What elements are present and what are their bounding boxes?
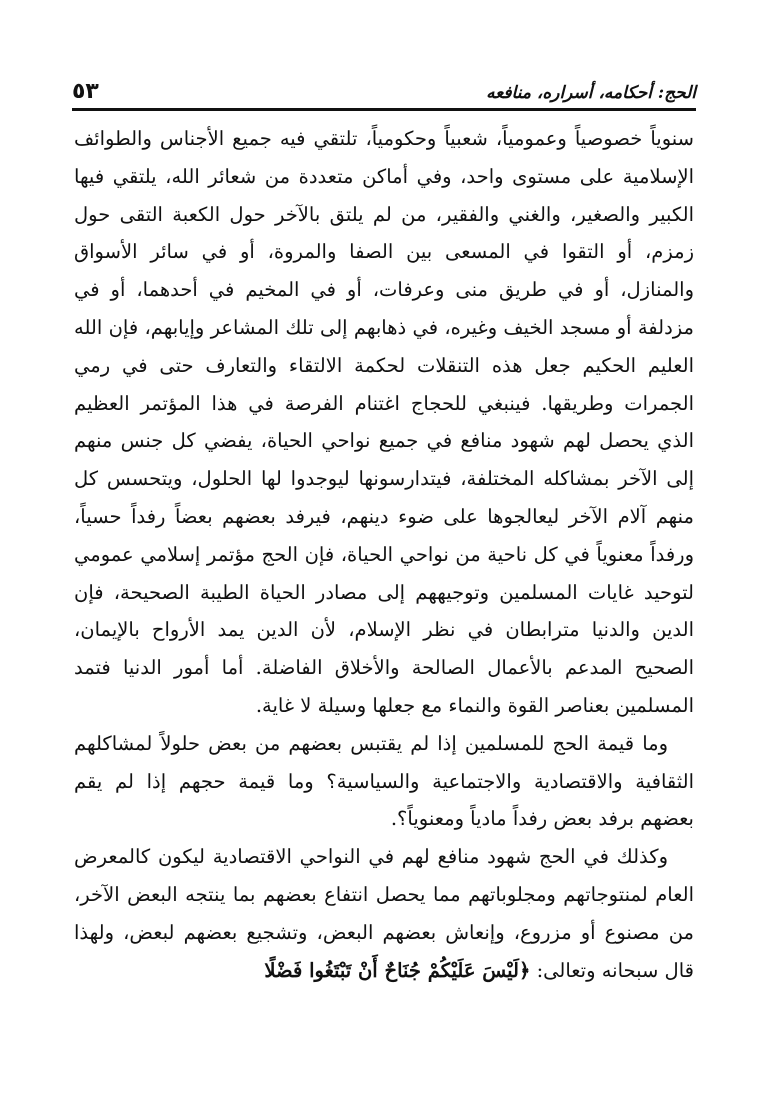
- paragraph: [74, 838, 694, 989]
- paragraph: سنوياً خصوصياً وعمومياً، شعبياً وحكومياً، تلتقي فيه جميع الأجناس والطوائف الإسلامية على مستوى واحد، وفي أماكن متعددة من شعائر الله، يلتقي فيها الكبير والصغير، والغني والفقير، من لم يلتق بالآخر حول الكعبة التقى حول زمزم، أو التقوا في المسعى بين الصفا والمروة، أو في سائر الأسواق والمنازل، أو في طريق منى وعرفات، أو في المخيم في أحدهما، أو في مزدلفة أو مسجد الخيف وغيره، في ذهابهم إلى تلك المشاعر وإيابهم، فإن الله العليم الحكيم جعل هذه التنقلات لحكمة الالتقاء والتعارف حتى في رمي الجمرات وطريقها. فينبغي للحجاج اغتنام الفرصة في هذا المؤتمر العظيم الذي يحصل لهم شهود منافع في جميع نواحي الحياة، يفضي كل جنس منهم إلى الآخر بمشاكله المختلفة، فيتدارسونها ليوجدوا لها الحلول، ويتحسس كل منهم آلام الآخر ليعالجوها على ضوء دينهم، فيرفد بعضهم بعضاً رفداً حسياً، ورفداً معنوياً في كل ناحية من نواحي الحياة، فإن الحج مؤتمر إسلامي عمومي لتوحيد غايات المسلمين وتوجيههم إلى مصادر الحياة الطيبة الصحيحة، فإن الدين والدنيا مترابطان في نظر الإسلام، لأن الدين يمد الأرواح بالإيمان، الصحيح المدعم بالأعمال الصالحة والأخلاق الفاضلة. أما أمور الدنيا فتمد المسلمين بعناصر القوة والنماء مع جعلها وسيلة لا غاية.: [74, 127, 694, 717]
- quran-verse: ﴿لَيْسَ عَلَيْكُمْ جُنَاحٌ أَنْ تَبْتَغُوا فَضْلًا: [264, 958, 531, 982]
- running-title: الحج: أحكامه، أسراره، منافعه: [486, 83, 696, 103]
- paragraph: وما قيمة الحج للمسلمين إذا لم يقتبس بعضهم من بعض حلولاً لمشاكلهم الثقافية والاقتصادية والاجتماعية والسياسية؟ وما قيمة حجهم إذا لم يقم بعضهم برفد بعض رفداً مادياً ومعنوياً؟.: [74, 731, 694, 831]
- paragraph-text: وكذلك في الحج شهود منافع لهم في النواحي الاقتصادية ليكون كالمعرض العام لمنتوجاتهم ومجلوباتهم مما يحصل انتفاع بعضهم بما ينتجه البعض الآخر، من مصنوع أو مزروع، وإنعاش بعضهم البعض، وتشجيع بعضهم لبعض، ولهذا قال سبحانه وتعالى:: [74, 845, 694, 982]
- page-number: ٥٣: [72, 79, 99, 104]
- running-header: [72, 64, 696, 111]
- body-text: [74, 120, 694, 989]
